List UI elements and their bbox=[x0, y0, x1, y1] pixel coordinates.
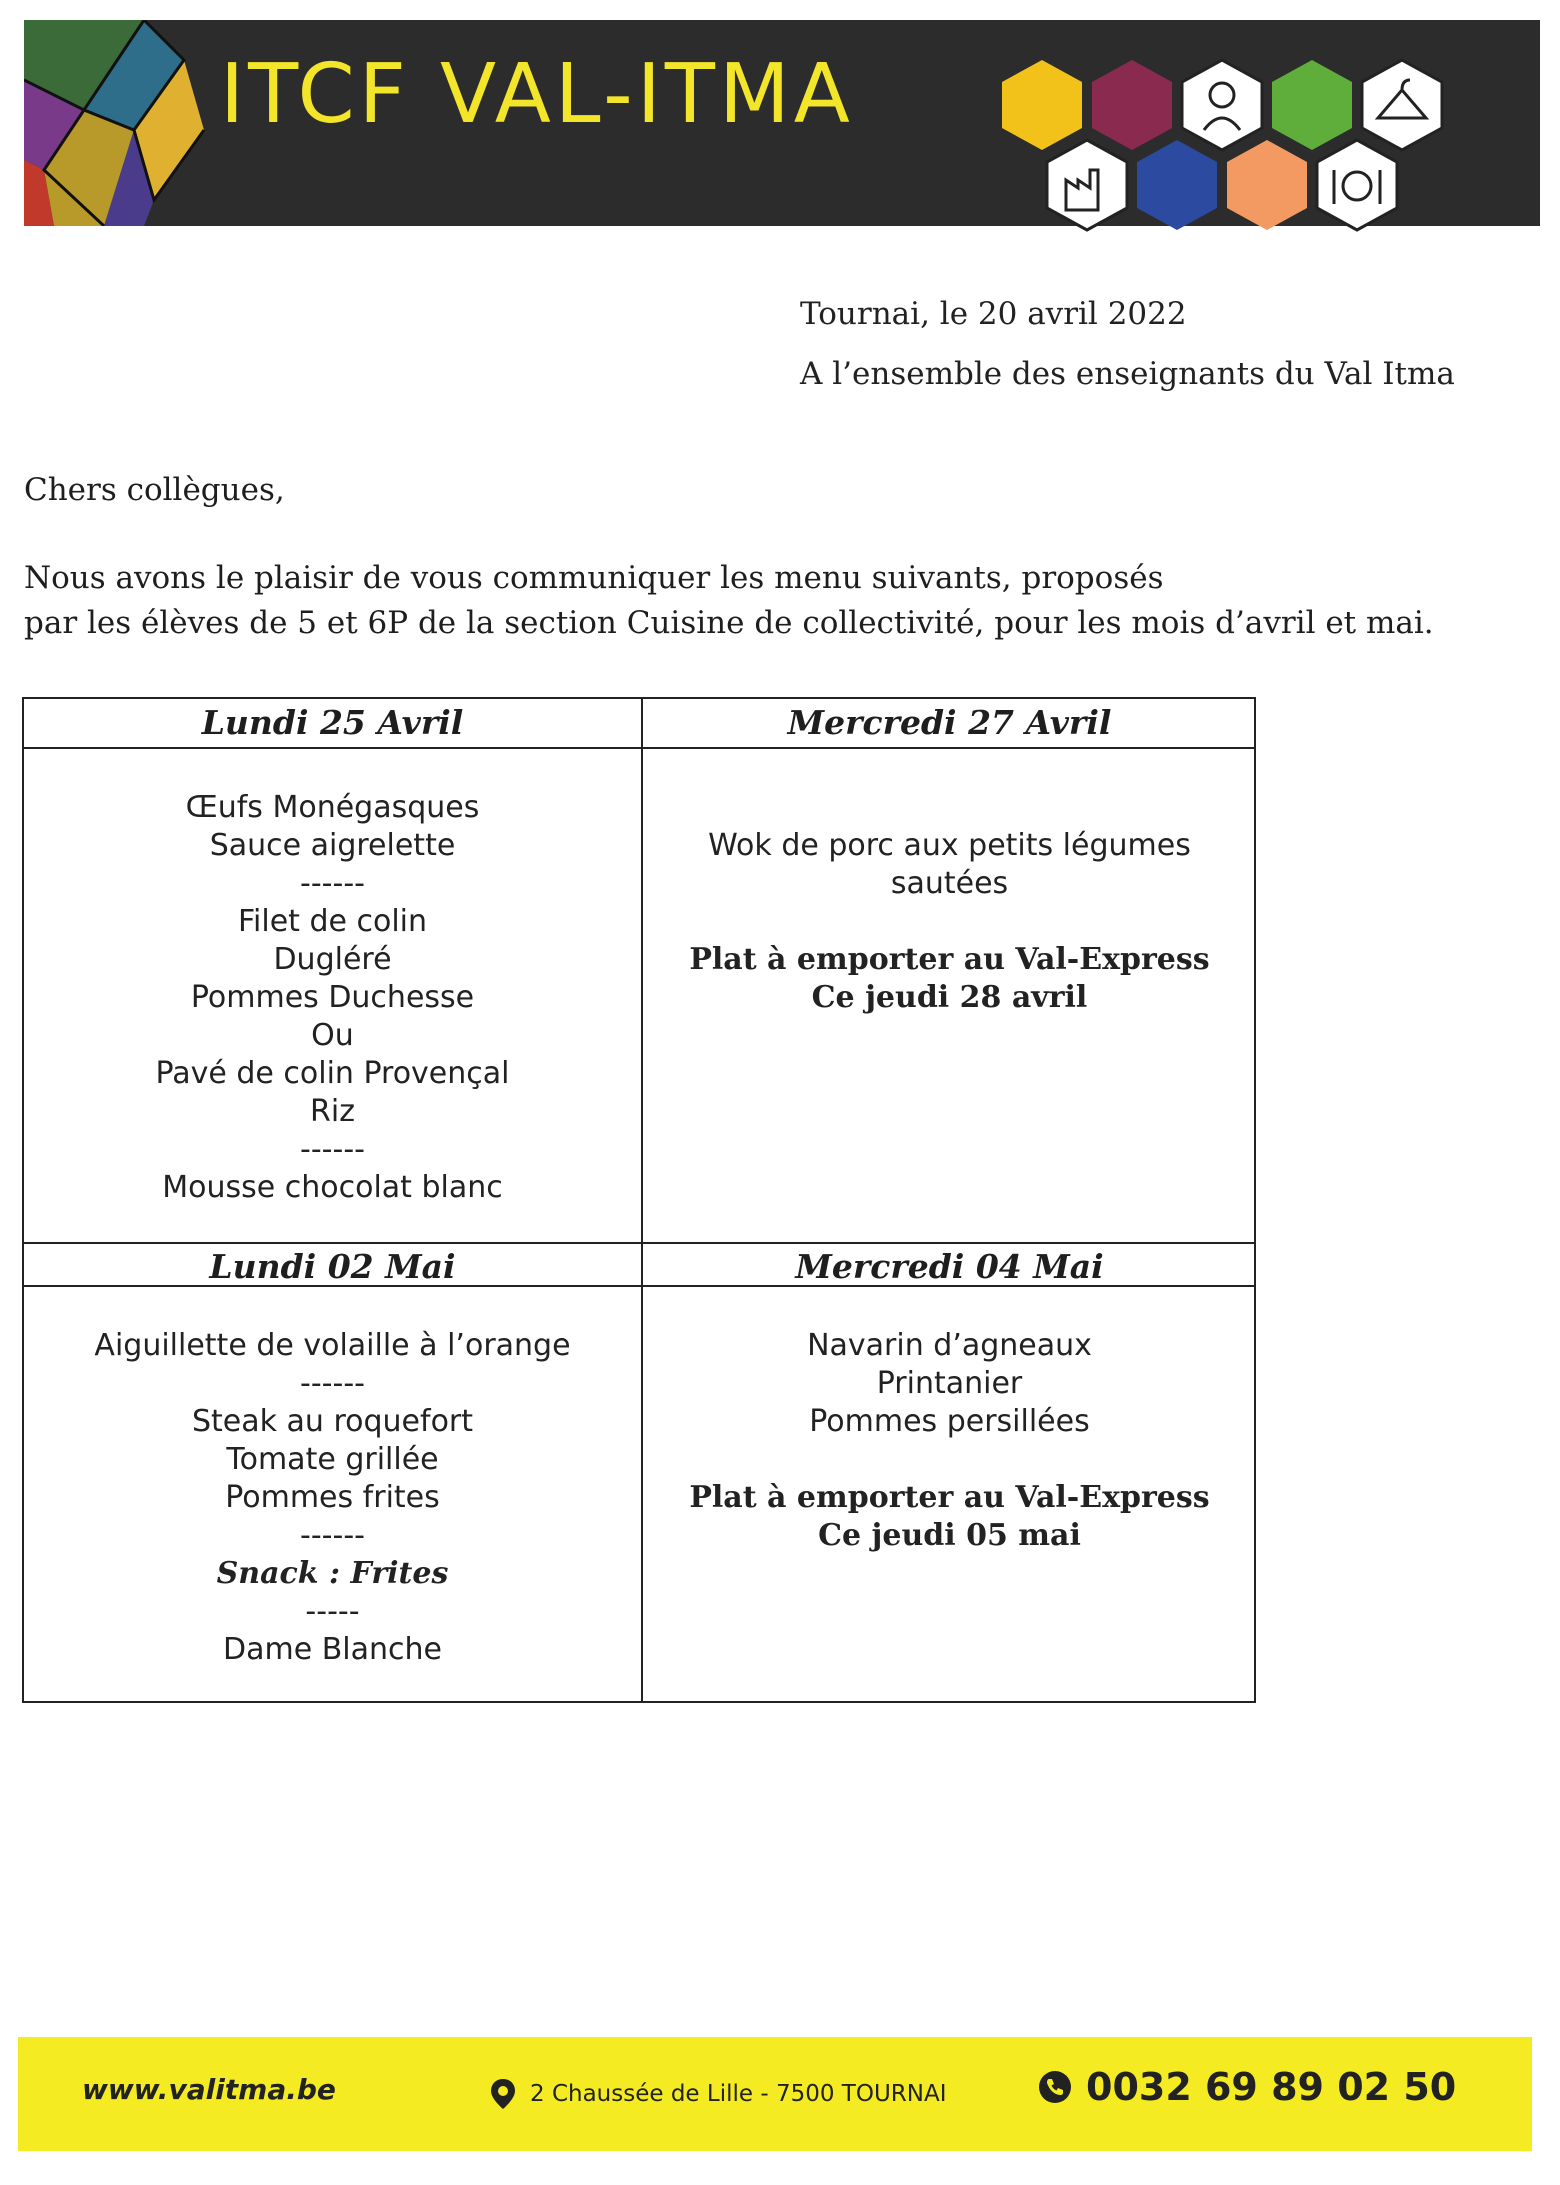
hexagon-green bbox=[1272, 60, 1352, 150]
letter-recipient: A l’ensemble des enseignants du Val Itma bbox=[800, 356, 1455, 392]
hexagon-cutlery-icon bbox=[1317, 140, 1397, 230]
website-link[interactable]: www.valitma.be bbox=[82, 2073, 336, 2106]
dish: Riz bbox=[310, 1094, 355, 1129]
header-banner bbox=[24, 20, 1540, 226]
separator: ----- bbox=[305, 1594, 360, 1629]
menu-cell-lundi-02 bbox=[24, 1327, 641, 1669]
intro-line-1: Nous avons le plaisir de vous communiquer les menu suivants, proposés bbox=[24, 560, 1164, 596]
day-heading: Lundi 02 Mai bbox=[209, 1247, 456, 1286]
separator: ------ bbox=[300, 866, 365, 901]
table-divider bbox=[24, 1242, 1254, 1244]
hexagon-blue bbox=[1137, 140, 1217, 230]
school-title: ITCF VAL-ITMA bbox=[220, 47, 854, 142]
dish: Dame Blanche bbox=[223, 1632, 442, 1667]
hexagon-worker-icon bbox=[1182, 60, 1262, 150]
dish: Dugléré bbox=[273, 942, 392, 977]
dish: Sauce aigrelette bbox=[209, 828, 456, 863]
takeaway-note: Plat à emporter au Val-Express bbox=[689, 1480, 1210, 1515]
snack-note: Snack : Frites bbox=[216, 1556, 449, 1591]
phone-icon bbox=[1038, 2070, 1072, 2104]
dish: Tomate grillée bbox=[226, 1442, 439, 1477]
hexagon-purple bbox=[1092, 60, 1172, 150]
separator: ------ bbox=[300, 1132, 365, 1167]
day-heading: Lundi 25 Avril bbox=[201, 703, 464, 742]
dish: Pommes Duchesse bbox=[190, 980, 475, 1015]
takeaway-note: Plat à emporter au Val-Express bbox=[689, 942, 1210, 977]
location-pin-icon bbox=[488, 2077, 518, 2111]
separator: ------ bbox=[300, 1366, 365, 1401]
dish: sautées bbox=[890, 866, 1009, 901]
address bbox=[488, 2077, 946, 2111]
dish: Aiguillette de volaille à l’orange bbox=[94, 1328, 571, 1363]
dish: Pommes frites bbox=[225, 1480, 440, 1515]
spacer bbox=[641, 903, 1258, 941]
dish: Navarin d’agneaux bbox=[807, 1328, 1092, 1363]
dish: Filet de colin bbox=[237, 904, 428, 939]
phone-number[interactable]: 0032 69 89 02 50 bbox=[1086, 2065, 1457, 2109]
spacer bbox=[641, 1441, 1258, 1479]
letter-greeting: Chers collègues, bbox=[24, 472, 285, 508]
dish: Œufs Monégasques bbox=[185, 790, 480, 825]
takeaway-date: Ce jeudi 05 mai bbox=[818, 1518, 1081, 1553]
address-text: 2 Chaussée de Lille - 7500 TOURNAI bbox=[530, 2081, 947, 2107]
dish: Printanier bbox=[876, 1366, 1023, 1401]
dish: Pavé de colin Provençal bbox=[155, 1056, 510, 1091]
menu-cell-mercredi-04 bbox=[641, 1327, 1258, 1555]
section-hexagon-icons bbox=[974, 20, 1534, 250]
menu-table bbox=[22, 697, 1256, 1703]
menu-cell-mercredi-27 bbox=[641, 827, 1258, 1017]
hexagon-hanger-icon bbox=[1362, 60, 1442, 150]
dish: Steak au roquefort bbox=[191, 1404, 474, 1439]
letter-intro bbox=[24, 556, 1504, 646]
day-heading: Mercredi 27 Avril bbox=[787, 703, 1112, 742]
dish: Ou bbox=[311, 1018, 354, 1053]
day-heading: Mercredi 04 Mai bbox=[795, 1247, 1104, 1286]
table-divider bbox=[24, 747, 1254, 749]
dish: Mousse chocolat blanc bbox=[162, 1170, 503, 1205]
letter-date: Tournai, le 20 avril 2022 bbox=[800, 296, 1187, 332]
hexagon-orange bbox=[1227, 140, 1307, 230]
hexagon-yellow bbox=[1002, 60, 1082, 150]
phone bbox=[1038, 2065, 1456, 2109]
takeaway-date: Ce jeudi 28 avril bbox=[811, 980, 1088, 1015]
intro-line-2: par les élèves de 5 et 6P de la section Cuisine de collectivité, pour les mois d’avril et mai. bbox=[24, 605, 1434, 641]
menu-cell-lundi-25 bbox=[24, 789, 641, 1207]
dish: Pommes persillées bbox=[809, 1404, 1090, 1439]
separator: ------ bbox=[300, 1518, 365, 1553]
footer-bar bbox=[18, 2037, 1532, 2151]
geometric-logo-decoration bbox=[24, 20, 224, 226]
dish: Wok de porc aux petits légumes bbox=[708, 828, 1191, 863]
